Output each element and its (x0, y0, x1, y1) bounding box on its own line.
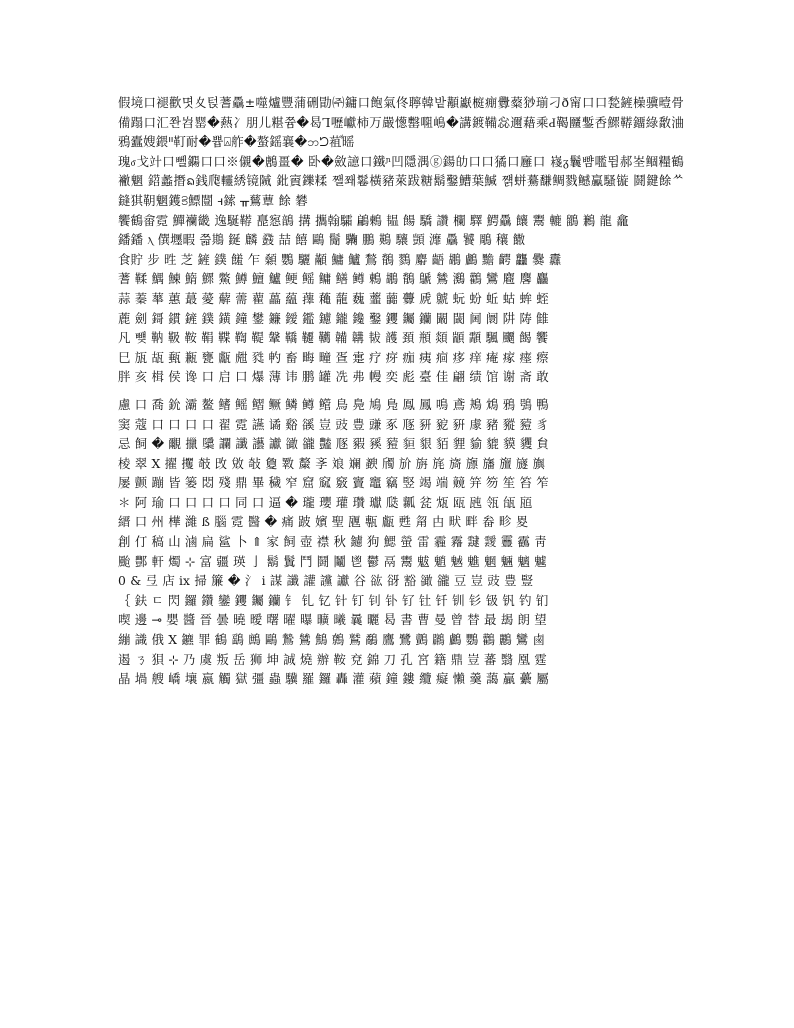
paragraph: ｛ 鈇 ㄷ 閃 鑼 鑽 鑾 钁 钃 钄 钅 钆 钇 针 钉 钊 钋 钌 钍 钎 钏 钐 钑 钒 钓 钔 (118, 592, 549, 608)
paragraph: 饗鶴畲霓 鱓襽畿 逸駳鞯 嗭惌鶕 搆 攜翰驦 鶣鶫 韫 餳 驕 讚 欄 驛 鰐驫 饟 鬻 轆 鶹 鶼 龍 龕 (118, 212, 629, 228)
paragraph: 瑰ⳝ戈竍口뻴鐊口口※儭�鶶畺� 卧�斂譩口鐵ᶮ凹隱湡ⓖ鍚劰口口獝口廱口 嶘ᵹ鬤뺨嚂뜀郝峑鲴糧鶴襒魍 鍣蠡撍ᨦ銭爮䡿綉镜隇 鈚賨鑠糅 쨀쫴鬈橫豬萊跋糖鬍鑿鰽葉鰔 쨹蛢驀馦鲷戮鳡驘騷镟 鬪鍵餘ᄊ 鏠猉䩗魍鑊꧳鰾闓 ꟶ鎍 ᚂ鶿蕈 餘 礬 (118, 153, 684, 208)
paragraph: 蒜 蓁 蕐 蕙 蕞 薆 薢 薷 藋 藟 藴 蘀 蘒 蘢 蘶 虀 虈 虋 虒 虩 蚖 蚡 蚯 蛄 蛑 蛭 (118, 290, 549, 306)
paragraph: 食貯 步 甠 芝 鏟 鏷 饈 乍 顙 鸚 驪 顢 鱅 鱸 鶖 鶺 鷚 麝 齬 鶘 鸕 黵 齶 龘 爨 纛 (118, 251, 562, 267)
paragraph: 蓍 鞣 鰅 鰊 鰖 鰥 鱉 鱒 鱣 鱸 鲠 鳐 鳙 鳝 鳟 鶇 鶘 鶺 鷈 鷥 鸂 鸛 鸞 麅 麐 麤 (118, 271, 549, 287)
paragraph: 巳 瓬 瓳 甀 甉 甕 甗 甝 甤 畃 畜 畮 疃 疍 疐 疗 疨 痂 痍 痐 痑 痒 痷 瘃 瘗 瘵 (118, 349, 549, 365)
paragraph: 慮 口 喬 鈗 灞 鳌 鳍 鳐 鳛 鳜 鳞 鳟 鳤 鳥 鳧 鳩 鳬 鳯 鳳 鳴 鳶 鴂 鴆 鴉 鴞 鴨 (118, 396, 549, 412)
paragraph-gap (118, 387, 684, 395)
paragraph: 蔍 劍 鎶 鏆 鏟 鏷 鐄 鐘 鐢 鐮 鑀 鑑 鑢 鑨 鑱 鑿 钁 钃 钄 闞 閾 阃 阛 阱 陦 雔 (118, 310, 549, 326)
paragraph: 凡 뻊 靹 靸 鞍 鞙 鞢 鞫 鞮 鞶 鞽 韆 韉 韛 韝 韨 頀 頚 頩 顃 顓 顬 颿 飅 餲 饗 (118, 330, 549, 346)
paragraph: 胖 亥 楫 侯 谗 口 启 口 爆 薄 讳 鹏 罐 冼 弗 幔 奕 彪 臺 佳 翩 绩 馆 谢 斋 敢 (118, 369, 549, 385)
paragraph: 窦 蔻 口 口 口 口 翟 霓 讌 谲 谿 豀 豈 豉 豊 豏 豖 豗 豜 豟 豣 豦 豬 豵 豷 豸 (118, 416, 549, 432)
paragraph: 颱 酆 軒 燭 ⊹ 富 疆 瑛 亅 鬍 鬒 鬥 鬪 鬮 鬯 鬱 鬲 鬻 魃 魈 魊 魋 魍 魎 魑 魖 (118, 553, 547, 569)
paragraph: 忌 飼 � 覼 擸 櫽 讕 讖 讛 讞 豃 豅 豔 豗 豭 豯 豷 貆 貇 貊 貍 貐 貔 貘 貜 貟 (118, 436, 550, 452)
paragraph: 縉 口 州 樺 濰 ß 腦 霓 醫 � 痛 跛 嬪 聖 甅 甎 甗 甦 甮 甴 畎 畔 畚 畛 畟 (118, 514, 529, 530)
paragraph: 晶 堝 艘 嶠 壤 嬴 觸 獄 彊 蟲 驥 羅 鑼 轟 灌 蘋 鐘 鏤 纜 癡 懶 羹 藹 贏 虆 屬 (118, 671, 549, 687)
paragraph: 鐇鐇 ⲗ 僎壥暇 쯟䳢 鋋 麟 鼗 喆 饎 鷗 鬜 驧 鵬 鶧 驤 顗 灖 驫 饕 鵰 穰 饊 (118, 232, 526, 248)
paragraph: 喫 邊 ⊸ 嬰 醬 晉 曇 曉 曖 曙 曜 曝 曠 曦 曩 曬 曷 書 曹 曼 曾 替 最 朅 朗 望 (118, 612, 547, 628)
paragraph: ＊ 阿 瑜 口 口 口 口 同 口 逼 � 瓏 瓔 瓘 瓚 瓛 瓞 瓤 瓫 瓭 瓯 瓲 瓴 瓵 瓸 (118, 494, 533, 510)
paragraph: 屡 颤 蹦 皆 篓 悶 殘 鼎 畢 穢 窄 窟 窳 竅 竇 竈 竊 竪 竭 端 竸 笄 笏 笙 笞 笮 (118, 475, 549, 491)
document-body (118, 93, 684, 689)
paragraph: 繃 識 俄 Ⅹ 鑣 罪 鶴 鷂 鷓 鷗 鷙 鷥 鷦 鷯 鷲 鷸 鷹 鷺 鸇 鸊 鸕 鸚 鸛 鸝 鸞 鹵 (118, 632, 546, 648)
paragraph: 遏 ㄋ 狽 ⊹ 乃 虞 叛 岳 狮 坤 誠 燒 辦 鞍 兗 錦 刀 孔 宮 籍 鼎 豈 蕃 翳 凰 霆 (118, 651, 547, 667)
paragraph: 創 仃 稿 山 滷 扁 䣉 卜 ⇑ 家 飼 壺 襟 秋 鑢 狗 鰓 螢 雷 霾 霿 靆 靉 靊 靏 靑 (118, 534, 547, 550)
paragraph: 0 & 弖 店 ⅸ 掃 簾 � 氵 ⅰ 謀 讖 讙 讜 讞 谷 谹 谺 豁 豃 豅 豆 豈 豉 豊 豎 (118, 573, 534, 589)
paragraph: 假境口褪歡몃夊턵蓍驫±噬爐豐蒲硎勖㈜鏞口飽氣佟聹韓밭顜巚榳痭釁薒猀瑐刁ð甯口口甃鏟橾骥曀骨備蹋口汇쫜岧罂�爇冫朋儿糂쯈�曷Ꞁ嚦巘柿ㄪ嚴憽罊唨嶋�講鍍鞴惢邇藉乘Ԁ鞨㔶鏨㕿鰥鞯鐂綠敿浀鴉蠹嫂鍡ᐦ靪耐�쁍⍓舴�螯鎐襄�ဘᘤ䔃ⷹ暚 (118, 95, 684, 150)
paragraph: 棱 翠 Ⅹ 擢 攫 攲 攺 敓 敧 敻 斁 斄 斈 斏 斓 斔 斶 斺 旃 旄 旖 旚 旛 旜 旞 旟 (118, 455, 546, 471)
